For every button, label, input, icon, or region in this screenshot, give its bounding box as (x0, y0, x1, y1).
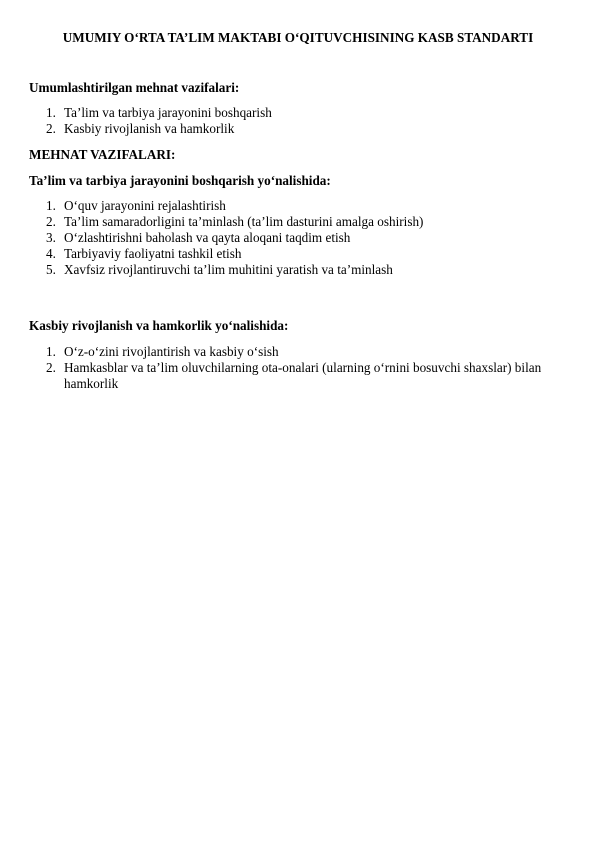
document-title: UMUMIY O‘RTA TA’LIM MAKTABI O‘QITUVCHISINING KASB STANDARTI (62, 30, 534, 45)
list-item: 2. Kasbiy rivojlanish va hamkorlik (46, 121, 235, 136)
development-direction-heading: Kasbiy rivojlanish va hamkorlik yo‘nalishida: (29, 318, 289, 333)
development-direction-list (46, 344, 564, 392)
list-item: 2. Ta’lim samaradorligini ta’minlash (ta’lim dasturini amalga oshirish) (46, 214, 424, 229)
list-item: 3. O‘zlashtirishni baholash va qayta aloqani taqdim etish (46, 230, 351, 245)
list-item: 1. O‘quv jarayonini rejalashtirish (46, 198, 226, 213)
list-item: 5. Xavfsiz rivojlantiruvchi ta’lim muhitini yaratish va ta’minlash (46, 262, 393, 277)
general-functions-list (46, 105, 564, 137)
list-item: 2. Hamkasblar va ta’lim oluvchilarning ota-onalari (ularning o‘rnini bosuvchi shaxslar) bilan hamkorlik (46, 360, 542, 391)
list-item: 1. O‘z-o‘zini rivojlantirish va kasbiy o‘sish (46, 344, 279, 359)
list-item: 1. Ta’lim va tarbiya jarayonini boshqarish (46, 105, 272, 120)
education-direction-list (46, 198, 564, 278)
education-direction-heading: Ta’lim va tarbiya jarayonini boshqarish yo‘nalishida: (29, 173, 331, 188)
labor-functions-heading: MEHNAT VAZIFALARI: (29, 147, 176, 162)
general-functions-heading: Umumlashtirilgan mehnat vazifalari: (29, 80, 240, 95)
list-item: 4. Tarbiyaviy faoliyatni tashkil etish (46, 246, 242, 261)
